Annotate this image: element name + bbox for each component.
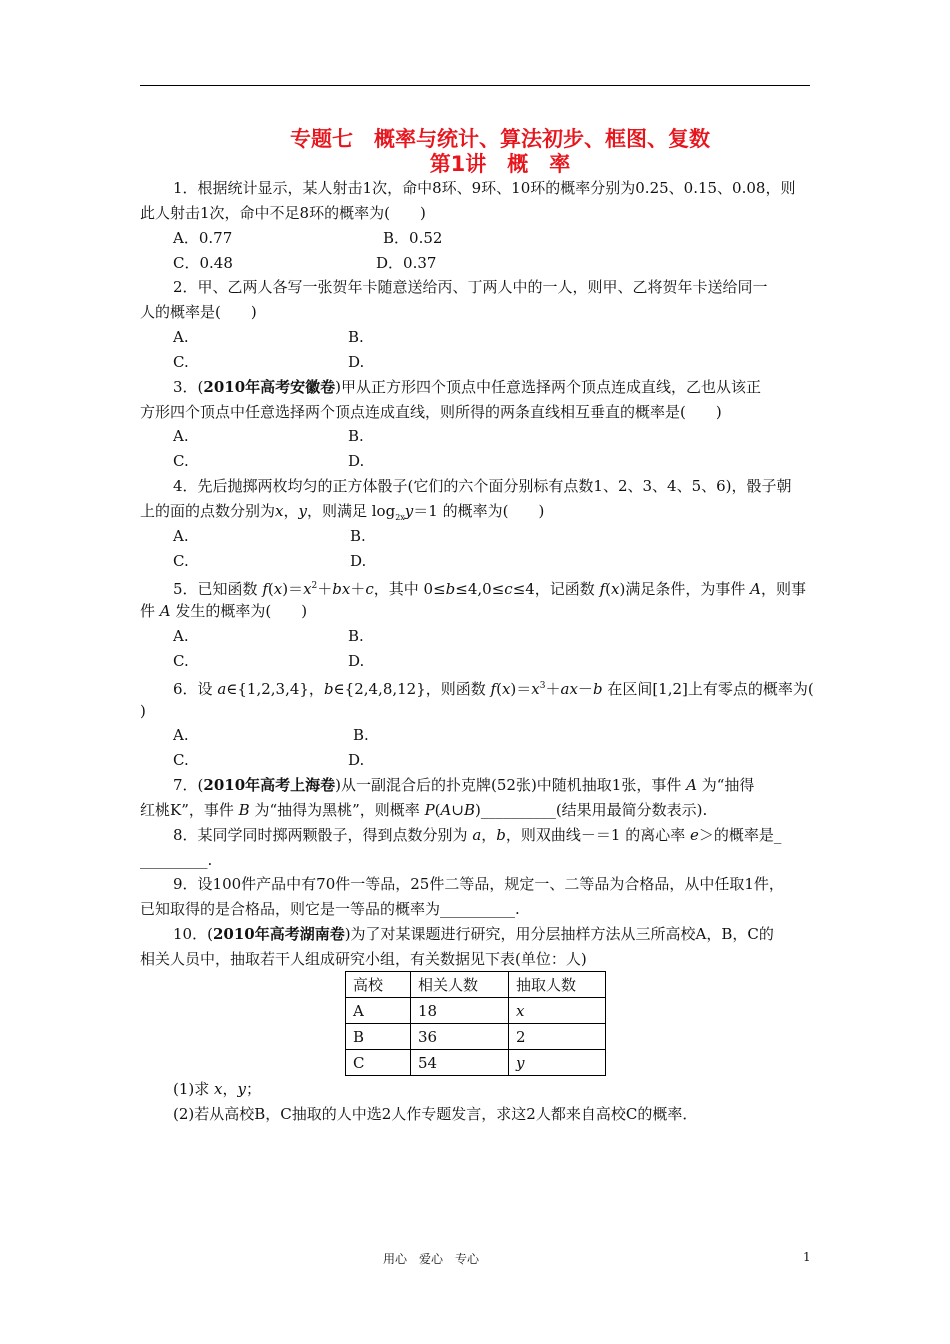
header-rule [140,85,810,86]
q1-option-d: D．0.37 [376,254,437,272]
q5-option-c: C. [173,652,189,670]
q10-line2: 相关人员中，抽取若干人组成研究小组，有关数据见下表(单位：人) [140,950,587,968]
q3-line2: 方形四个顶点中任意选择两个顶点连成直线，则所得的两条直线相互垂直的概率是( ) [140,403,722,421]
q2-option-a: A. [173,328,189,346]
q6-line1: 6．设 a∈{1,2,3,4}，b∈{2,4,8,12}，则函数 $f(x)=x^3+ax-b$ 在区间[1,2]上有零点的概率为( [173,680,814,698]
q6-option-b: B. [353,726,369,744]
data-table [345,971,606,1076]
q5-line1: 5．已知函数 $f(x)=x^2+bx+c$，其中 0≤b≤4,0≤c≤4，记函数 f(x)满足条件，为事件 A，则事 [173,580,806,598]
footer-text: 用心 爱心 专心 [383,1252,480,1266]
q3-option-b: B. [348,427,364,445]
q4-option-a: A. [173,527,189,545]
table-cell: A [346,998,411,1024]
q1-line1: 1．根据统计显示，某人射击1次，命中8环、9环、10环的概率分别为0.25、0.15、0.08，则 [173,179,796,197]
table-header: 相关人数 [411,972,509,998]
q10-line1: 10．(2010年高考湖南卷)为了对某课题进行研究，用分层抽样方法从三所高校A，B，C的 [173,925,774,943]
q4-option-b: B. [350,527,366,545]
table-header-row [346,972,606,998]
page-title: 专题七 概率与统计、算法初步、框图、复数 [290,127,710,151]
q2-line2: 人的概率是( ) [140,303,257,321]
q5-line2: 件 A 发生的概率为( ) [140,602,308,620]
q4-option-d: D. [350,552,367,570]
q3-option-d: D. [348,452,365,470]
table-header: 高校 [346,972,411,998]
q10-sub2: (2)若从高校B，C抽取的人中选2人作专题发言，求这2人都来自高校C的概率． [173,1105,698,1123]
q5-option-a: A. [173,627,189,645]
q2-option-d: D. [348,353,365,371]
page-number: 1 [803,1250,811,1264]
q6-option-a: A. [173,726,189,744]
table-cell: C [346,1050,411,1076]
table-row [346,998,606,1024]
q4-option-c: C. [173,552,189,570]
q5-option-d: D. [348,652,365,670]
q1-option-a: A．0.77 [173,229,233,247]
q6-option-d: D. [348,751,365,769]
table-cell: 54 [411,1050,509,1076]
q1-option-b: B．0.52 [383,229,443,247]
q3-option-c: C. [173,452,189,470]
q8-line2: _________. [140,851,213,869]
q10-sub1: (1)求 x，y； [173,1080,262,1098]
q3-option-a: A. [173,427,189,445]
q2-option-c: C. [173,353,189,371]
q5-option-b: B. [348,627,364,645]
q4-line2: 上的面的点数分别为x，y，则满足 $\log_{2x}y=1$ 的概率为( ) [140,502,545,522]
q1-line2: 此人射击1次，命中不足8环的概率为( ) [140,204,426,222]
q7-line1: 7．(2010年高考上海卷)从一副混合后的扑克牌(52张)中随机抽取1张，事件 A 为“抽得 [173,776,755,794]
section-title: 第1讲 概 率 [429,152,571,176]
table-row [346,1024,606,1050]
table-cell: x [509,998,606,1024]
q7-line2: 红桃K”，事件 B 为“抽得为黑桃”，则概率 P(A∪B)__________(结果用最简分数表示). [140,801,708,819]
q9-line1: 9．设100件产品中有70件一等品，25件二等品，规定一、二等品为合格品，从中任取1件， [173,875,784,893]
q4-line1: 4．先后抛掷两枚均匀的正方体骰子(它们的六个面分别标有点数1、2、3、4、5、6)，骰子朝 [173,477,792,495]
q6-option-c: C. [173,751,189,769]
table-cell: 36 [411,1024,509,1050]
table-cell: 18 [411,998,509,1024]
table-row [346,1050,606,1076]
q8-line1: 8．某同学同时掷两颗骰子，得到点数分别为 a，b，则双曲线－＝1 的离心率 e＞的概率是_ [173,826,782,844]
q2-line1: 2．甲、乙两人各写一张贺年卡随意送给丙、丁两人中的一人，则甲、乙将贺年卡送给同一 [173,278,768,296]
table-cell: y [509,1050,606,1076]
q1-option-c: C．0.48 [173,254,233,272]
q9-line2: 已知取得的是合格品，则它是一等品的概率为__________. [140,900,520,918]
q6-line2: ) [140,702,146,720]
table-header: 抽取人数 [509,972,606,998]
q2-option-b: B. [348,328,364,346]
table-cell: 2 [509,1024,606,1050]
q3-line1: 3．(2010年高考安徽卷)甲从正方形四个顶点中任意选择两个顶点连成直线，乙也从该正 [173,378,762,396]
table-cell: B [346,1024,411,1050]
